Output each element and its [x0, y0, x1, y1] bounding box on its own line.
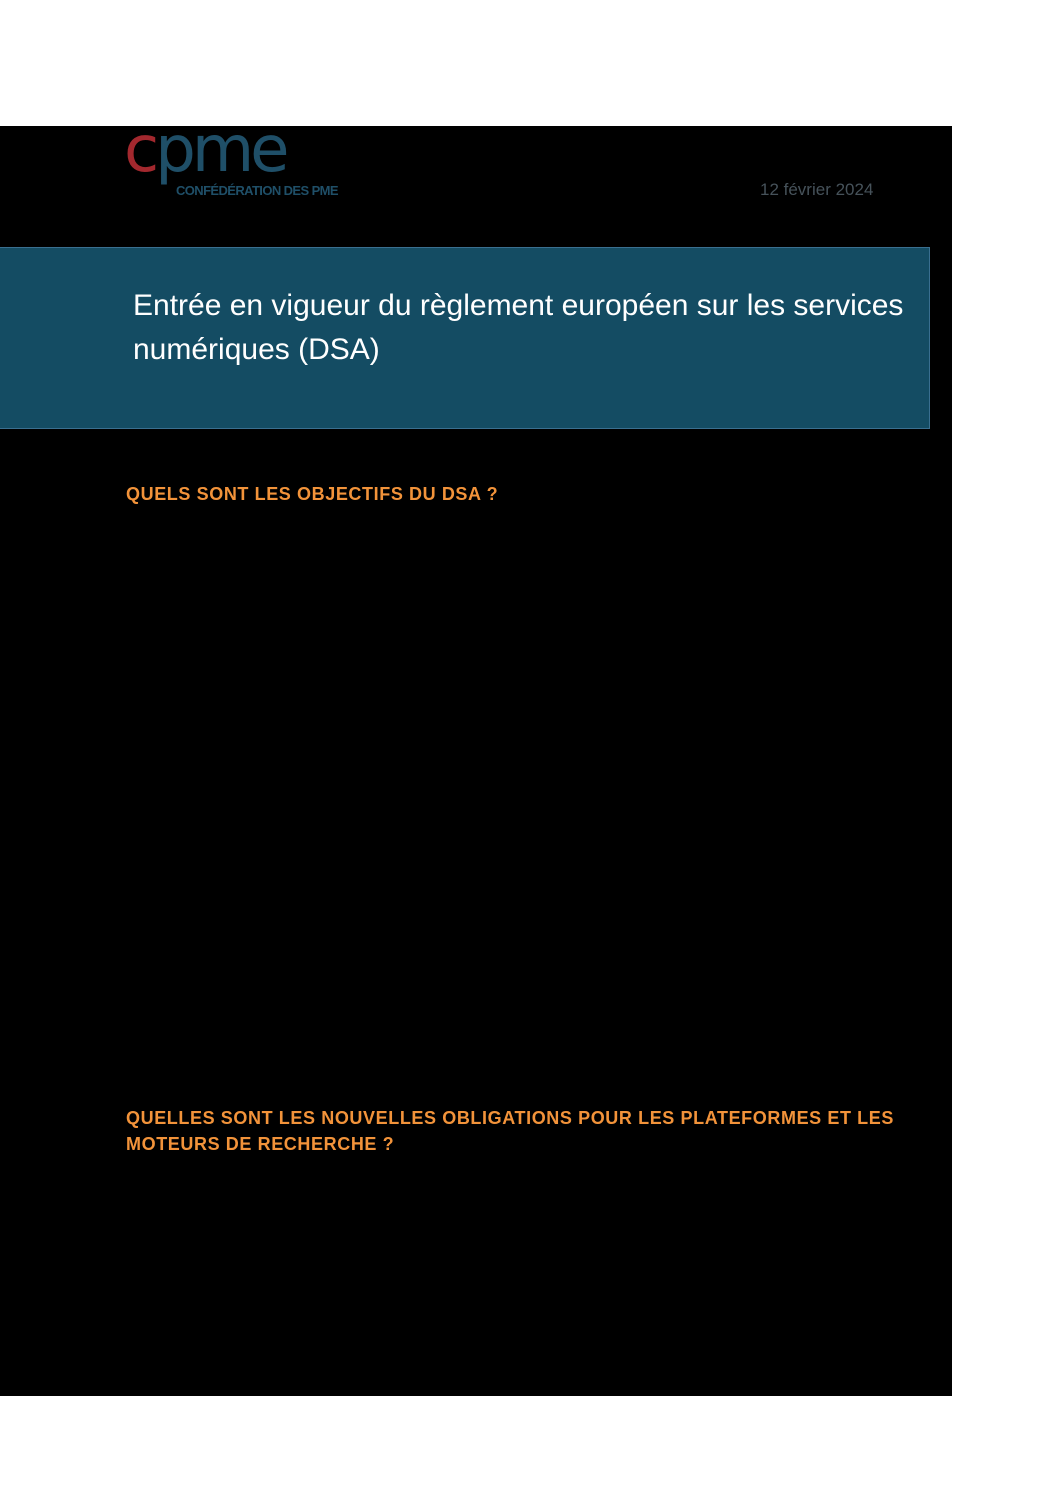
logo-wordmark	[124, 113, 286, 187]
section-heading-objectives: QUELS SONT LES OBJECTIFS DU DSA ?	[126, 484, 499, 504]
logo-tagline: CONFÉDÉRATION DES PME	[176, 183, 338, 198]
logo-letters-pme: pme	[155, 113, 286, 187]
document-title: Entrée en vigueur du règlement européen sur les services numériques (DSA)	[133, 289, 904, 366]
logo-letter-c: c	[124, 113, 156, 187]
section-heading-obligations: QUELLES SONT LES NOUVELLES OBLIGATIONS POUR LES PLATEFORMES ET LES MOTEURS DE RECHERCHE ?	[126, 1108, 894, 1154]
cpme-logo	[124, 113, 364, 202]
document-date: 12 février 2024	[760, 180, 874, 199]
